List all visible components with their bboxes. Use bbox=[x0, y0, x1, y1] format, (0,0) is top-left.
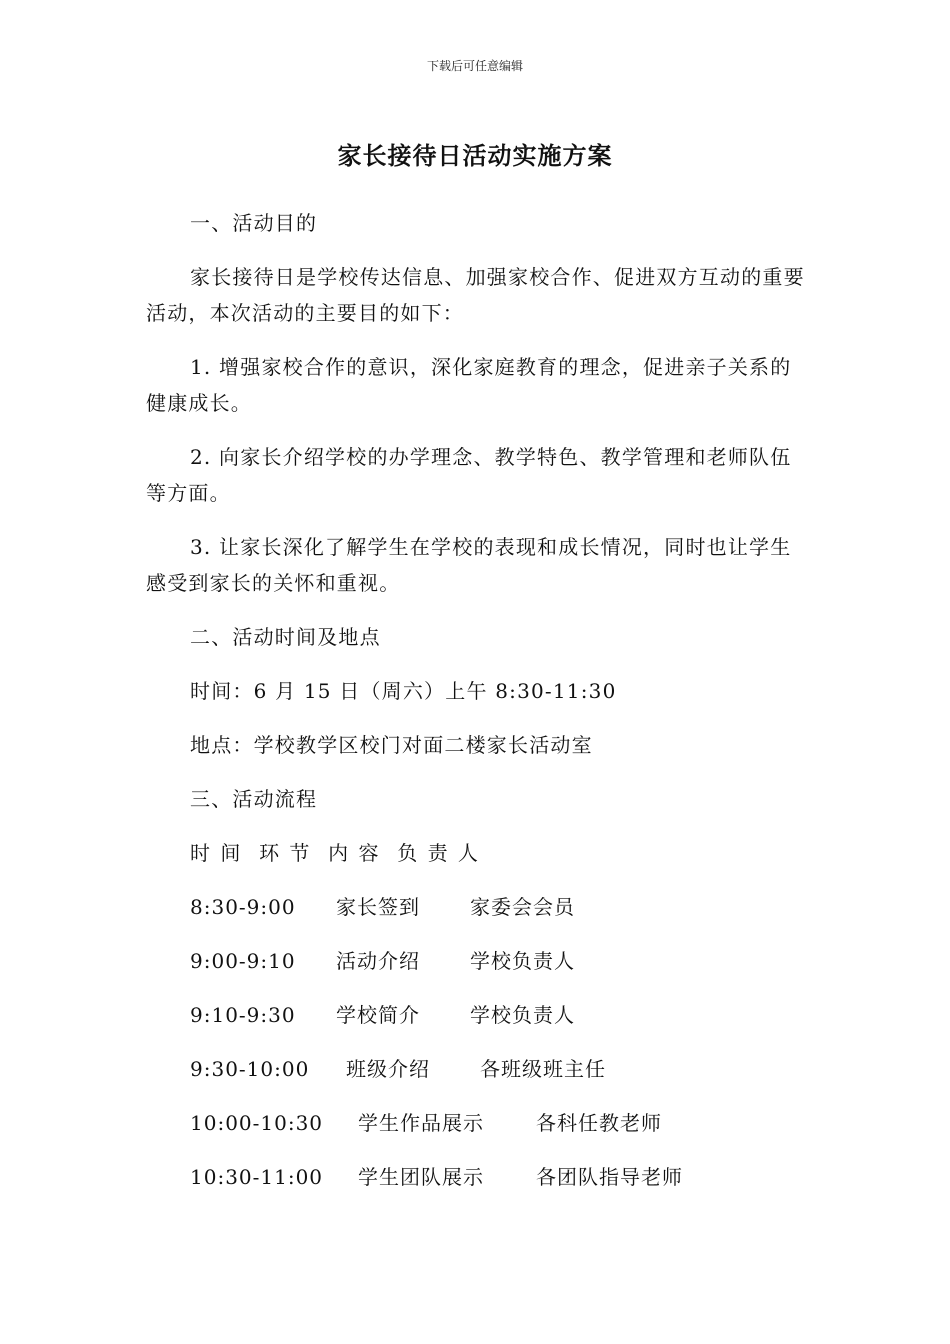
purpose-item: 2. 向家长介绍学校的办学理念、教学特色、教学管理和老师队伍等方面。 bbox=[146, 445, 792, 505]
schedule-content: 学校简介 bbox=[336, 1003, 420, 1027]
schedule-row bbox=[146, 1051, 806, 1087]
event-place: 地点：学校教学区校门对面二楼家长活动室 bbox=[190, 733, 593, 757]
schedule-person: 各科任教老师 bbox=[536, 1111, 662, 1135]
schedule-time: 8:30-9:00 bbox=[190, 895, 296, 919]
schedule-content: 学生团队展示 bbox=[358, 1165, 484, 1189]
header-note: 下载后可任意编辑 bbox=[426, 59, 523, 73]
event-time: 时间：6 月 15 日（周六）上午 8:30-11:30 bbox=[190, 679, 617, 703]
schedule-person: 学校负责人 bbox=[470, 949, 575, 973]
schedule-time: 9:00-9:10 bbox=[190, 949, 296, 973]
schedule-time: 10:00-10:30 bbox=[190, 1111, 324, 1135]
purpose-intro: 家长接待日是学校传达信息、加强家校合作、促进双方互动的重要活动，本次活动的主要目的如下： bbox=[146, 265, 805, 325]
schedule-content: 活动介绍 bbox=[336, 949, 420, 973]
schedule-person: 家委会会员 bbox=[470, 895, 575, 919]
schedule-content: 学生作品展示 bbox=[358, 1111, 484, 1135]
purpose-item: 3. 让家长深化了解学生在学校的表现和成长情况，同时也让学生感受到家长的关怀和重视。 bbox=[146, 535, 792, 595]
schedule-person: 各班级班主任 bbox=[480, 1057, 606, 1081]
section-heading-purpose: 一、活动目的 bbox=[190, 211, 318, 235]
schedule-row bbox=[146, 997, 806, 1033]
section-heading-schedule: 三、活动流程 bbox=[190, 787, 318, 811]
schedule-row bbox=[146, 1159, 806, 1195]
section-heading-time-place: 二、活动时间及地点 bbox=[190, 625, 381, 649]
schedule-row bbox=[146, 1105, 806, 1141]
schedule-time: 10:30-11:00 bbox=[190, 1165, 324, 1189]
schedule-content: 家长签到 bbox=[336, 895, 420, 919]
purpose-item: 1. 增强家校合作的意识，深化家庭教育的理念，促进亲子关系的健康成长。 bbox=[146, 355, 792, 415]
schedule-row bbox=[146, 943, 806, 979]
schedule-content: 班级介绍 bbox=[346, 1057, 430, 1081]
schedule-time: 9:30-10:00 bbox=[190, 1057, 310, 1081]
schedule-person: 学校负责人 bbox=[470, 1003, 575, 1027]
schedule-person: 各团队指导老师 bbox=[536, 1165, 683, 1189]
document-title: 家长接待日活动实施方案 bbox=[337, 142, 613, 170]
schedule-row bbox=[146, 889, 806, 925]
document-body bbox=[146, 205, 806, 1213]
schedule-table-header: 时 间 环 节 内 容 负 责 人 bbox=[190, 841, 480, 865]
schedule-time: 9:10-9:30 bbox=[190, 1003, 296, 1027]
